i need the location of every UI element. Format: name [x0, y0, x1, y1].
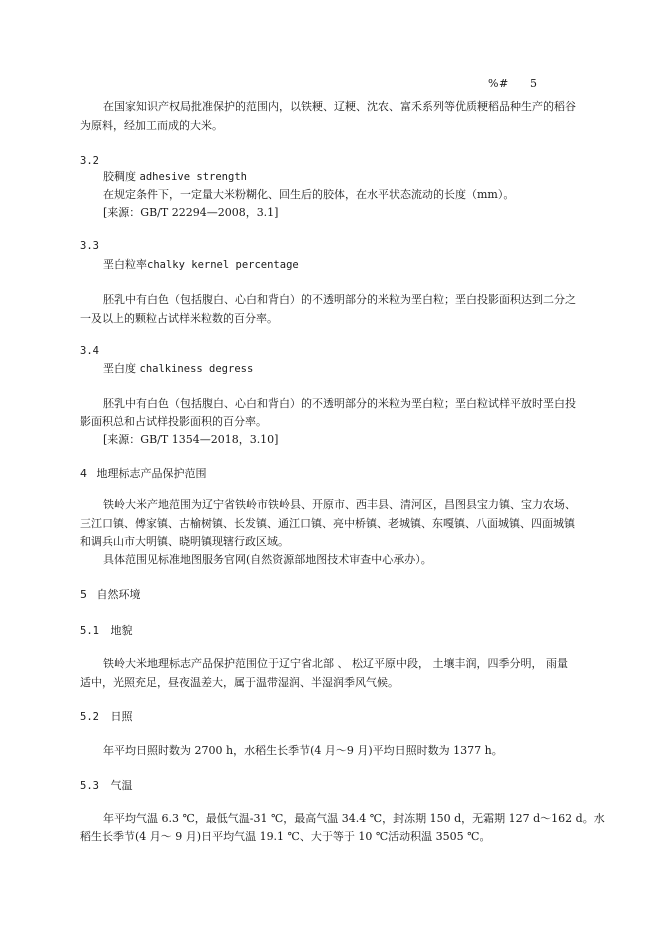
section-4-line-1: 铁岭大米产地范围为辽宁省铁岭市铁岭县、开原市、西丰县、清河区，昌图县宝力镇、宝力农场、: [103, 498, 576, 511]
term-en: chalkiness degress: [139, 363, 254, 375]
page-number: 5: [530, 77, 538, 90]
term-3-2: [103, 167, 247, 187]
term-cn: 胶稠度: [103, 170, 136, 183]
intro-line-1: 在国家知识产权局批准保护的范围内，以铁粳、辽粳、沈农、富禾系列等优质粳稻品种生产的稻谷: [103, 100, 576, 113]
document-code: %#: [488, 77, 509, 90]
section-number: 5: [80, 588, 87, 601]
definition-3-3-line-2: 一及以上的颗粒占试样米粒数的百分率。: [80, 312, 278, 325]
section-4-line-4: 具体范围见标准地图服务官网(自然资源部地图技术审查中心承办）。: [103, 553, 432, 566]
section-5-2-line-1: 年平均日照时数为 2700 h，水稻生长季节(4 月～9 月)平均日照时数为 1377 h。: [103, 744, 503, 757]
section-heading-5-3: [80, 777, 132, 793]
definition-3-4-line-2: 影面积总和占试样投影面积的百分率。: [80, 415, 267, 428]
section-5-1-line-2: 适中，光照充足，昼夜温差大，属于温带湿润、半湿润季风气候。: [80, 676, 399, 689]
definition-3-4-line-1: 胚乳中有白色（包括腹白、心白和背白）的不透明部分的米粒为垩白粒；垩白粒试样平放时垩白投: [103, 397, 576, 410]
section-title: 地理标志产品保护范围: [96, 467, 207, 480]
section-5-3-line-1: 年平均气温 6.3 ℃，最低气温-31 ℃，最高气温 34.4 ℃，封冻期 150 d，无霜期 127 d～162 d。水: [103, 812, 605, 825]
section-heading-4: [80, 465, 207, 481]
section-title: 气温: [110, 779, 133, 792]
section-5-3-line-2: 稻生长季节(4 月～ 9 月)日平均气温 19.1 ℃、大于等于 10 ℃活动积温 3505 ℃。: [80, 830, 491, 843]
section-number-3-4: 3.4: [80, 345, 99, 357]
source-3-4: [来源：GB/T 1354—2018，3.10]: [103, 433, 279, 446]
term-en: chalky kernel percentage: [147, 259, 299, 271]
term-cn: 垩白粒率: [103, 258, 147, 271]
section-heading-5: [80, 586, 141, 602]
definition-3-3-line-1: 胚乳中有白色（包括腹白、心白和背白）的不透明部分的米粒为垩白粒；垩白投影面积达到二分之: [103, 293, 576, 306]
definition-3-2: 在规定条件下，一定量大米粉糊化、回生后的胶体，在水平状态流动的长度（mm）。: [103, 188, 515, 201]
section-number: 5.3: [80, 780, 99, 792]
section-number: 5.1: [80, 625, 99, 637]
section-number-3-2: 3.2: [80, 155, 99, 167]
term-cn: 垩白度: [103, 362, 136, 375]
section-number-3-3: 3.3: [80, 240, 99, 252]
term-3-3: [103, 255, 299, 275]
section-5-1-line-1: 铁岭大米地理标志产品保护范围位于辽宁省北部 、 松辽平原中段， 土壤丰润，四季分明， 雨量: [103, 657, 568, 670]
section-4-line-3: 和调兵山市大明镇、晓明镇现辖行政区域。: [80, 535, 289, 548]
intro-line-2: 为原料，经加工而成的大米。: [80, 119, 223, 132]
section-title: 日照: [110, 710, 133, 723]
source-3-2: [来源：GB/T 22294—2008，3.1]: [103, 206, 279, 219]
term-en: adhesive strength: [139, 171, 247, 183]
section-heading-5-2: [80, 708, 132, 724]
term-3-4: [103, 359, 253, 379]
section-title: 自然环境: [96, 588, 141, 601]
section-number: 4: [80, 467, 87, 480]
section-title: 地貌: [110, 624, 133, 637]
section-number: 5.2: [80, 711, 99, 723]
section-heading-5-1: [80, 622, 132, 638]
section-4-line-2: 三江口镇、傅家镇、古榆树镇、长发镇、通江口镇、亮中桥镇、老城镇、东嘎镇、八面城镇、四面城镇: [80, 517, 575, 530]
